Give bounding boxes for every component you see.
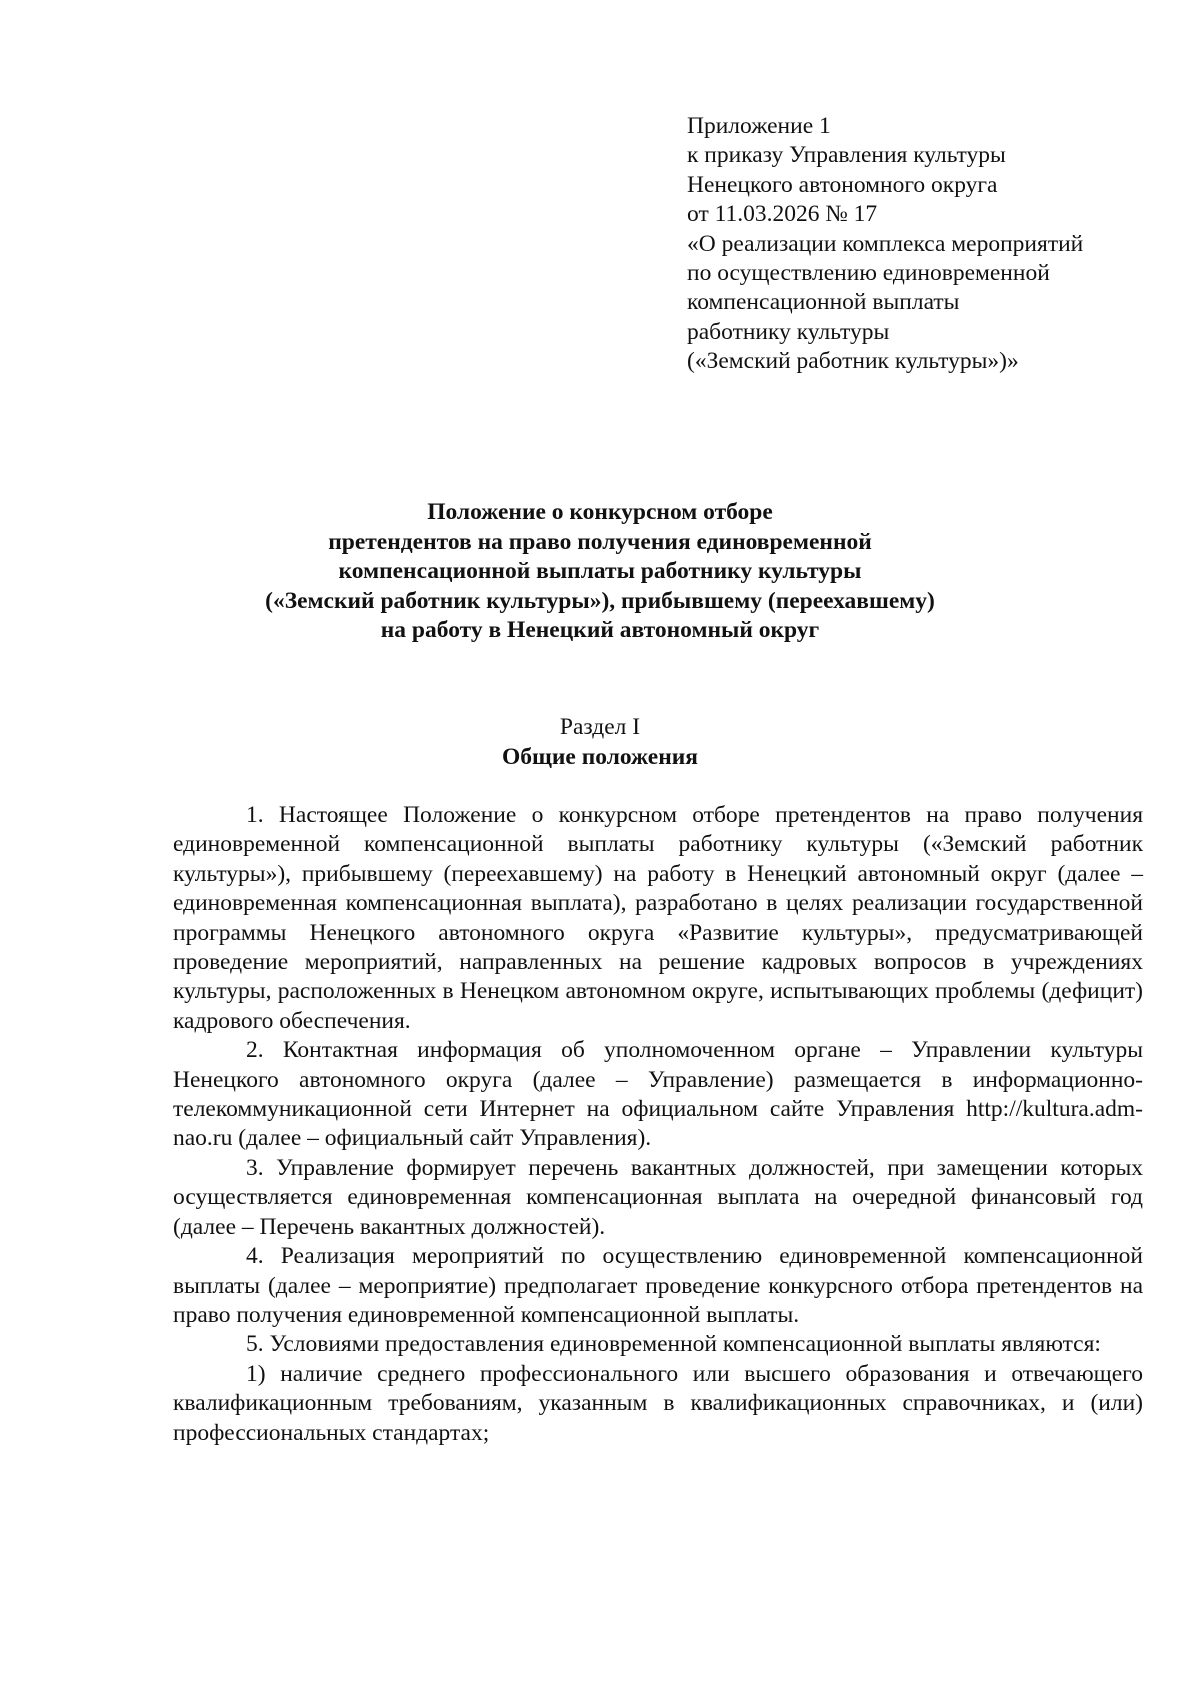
paragraph-4: 4. Реализация мероприятий по осуществлению единовременной компенсационной выплаты (далее – мероприятие) предполагает проведение конкурсного отбора претендентов на право получения единовременной компенсационной выплаты. bbox=[173, 1243, 1143, 1328]
appendix-line: от 11.03.2026 № 17 bbox=[687, 201, 878, 228]
paragraph-2: 2. Контактная информация об уполномоченном органе – Управлении культуры Ненецкого автономного округа (далее – Управление) размещается в информационно-телекоммуникационной сети Интернет на официальном сайте Управления http://kultura.adm-nao.ru (далее – официальный сайт Управления). bbox=[173, 1037, 1143, 1152]
paragraph-1: 1. Настоящее Положение о конкурсном отборе претендентов на право получения единовременной компенсационной выплаты работнику культуры («Земский работник культуры»), прибывшему (переехавшему) на работу в Ненецкий автономный округ (далее – единовременная компенсационная выплата), разработано в целях реализации государственной программы Ненецкого автономного округа «Развитие культуры», предусматривающей проведение мероприятий, направленных на решение кадровых вопросов в учреждениях культуры, расположенных в Ненецком автономном округе, испытывающих проблемы (дефицит) кадрового обеспечения. bbox=[173, 802, 1143, 1034]
appendix-line: компенсационной выплаты bbox=[687, 289, 960, 316]
title-line: на работу в Ненецкий автономный округ bbox=[380, 617, 820, 644]
title-line: компенсационной выплаты работнику культуры bbox=[338, 558, 862, 585]
section-number: Раздел I bbox=[559, 714, 641, 740]
appendix-header bbox=[687, 112, 1167, 377]
section-heading bbox=[170, 713, 1030, 772]
appendix-line: Ненецкого автономного округа bbox=[687, 171, 998, 198]
document-body bbox=[173, 801, 1143, 1448]
appendix-line: по осуществлению единовременной bbox=[687, 260, 1050, 287]
title-line: претендентов на право получения единовременной bbox=[328, 528, 872, 555]
paragraph-3: 3. Управление формирует перечень вакантных должностей, при замещении которых осуществляется единовременная компенсационная выплата на очередной финансовый год (далее – Перечень вакантных должностей). bbox=[173, 1154, 1143, 1240]
appendix-line: «О реализации комплекса мероприятий bbox=[687, 230, 1084, 257]
paragraph-5: 5. Условиями предоставления единовременной компенсационной выплаты являются: bbox=[246, 1331, 1101, 1358]
title-line: Положение о конкурсном отборе bbox=[427, 499, 773, 525]
appendix-line: работнику культуры bbox=[687, 318, 890, 345]
appendix-line: к приказу Управления культуры bbox=[687, 142, 1006, 169]
appendix-line: Приложение 1 bbox=[687, 113, 831, 139]
title-line: («Земский работник культуры»), прибывшему (переехавшему) bbox=[265, 587, 935, 614]
paragraph-5-1: 1) наличие среднего профессионального или высшего образования и отвечающего квалификационным требованиям, указанным в квалификационных справочниках, и (или) профессиональных стандартах; bbox=[173, 1360, 1143, 1446]
appendix-line: («Земский работник культуры»)» bbox=[687, 348, 1019, 375]
document-title bbox=[170, 498, 1030, 646]
section-name: Общие положения bbox=[502, 743, 698, 770]
